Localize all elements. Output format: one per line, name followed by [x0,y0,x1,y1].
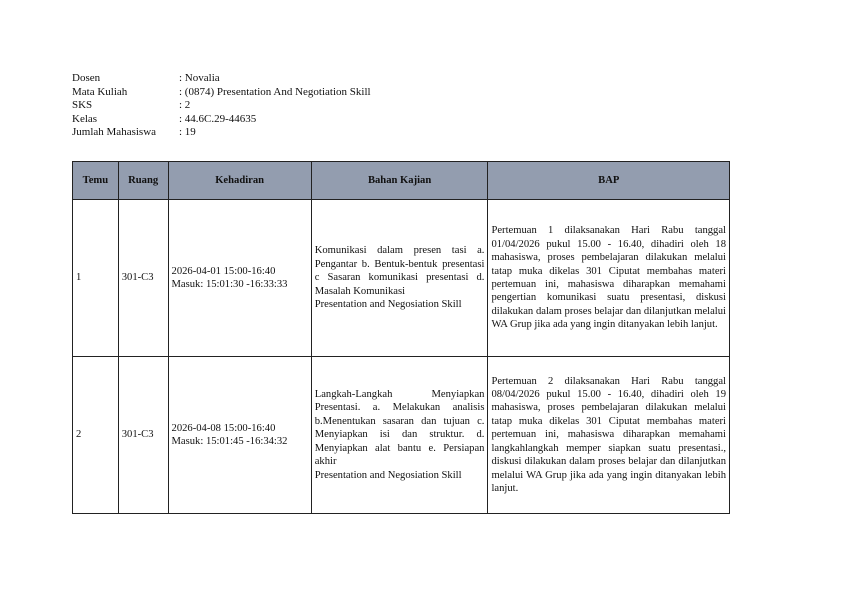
info-value: : 2 [179,99,191,111]
cell-kehadiran [168,200,311,357]
info-value: : 19 [179,126,196,138]
cell-kehadiran [168,357,311,514]
info-label: Kelas [72,112,98,125]
info-row-dosen [72,72,371,86]
table-row [73,357,730,514]
kehadiran-masuk: Masuk: 15:01:45 -16:34:32 [171,436,288,447]
info-row-mata-kuliah [72,86,371,100]
info-label: Jumlah Mahasiswa [72,126,157,138]
info-row-kelas [72,113,371,127]
bahan-kajian-subject: Presentation and Negosiation Skill [314,469,462,481]
table-header-row [73,162,730,200]
cell-bap: Pertemuan 2 dilaksanakan Hari Rabu tanggal 08/04/2026 pukul 15.00 - 16.40, dihadiri oleh 19 mahasiswa, proses pembelajaran dilakukan melalui tatap muka dikelas 301 Ciputat membahas materi pertemuan ini, mahasiswa diharapkan memahami langkahlangkah memper siapkan suatu presentasi., diskusi dilakukan dalam proses belajar dan dilanjutkan melalui WA Grup jika ada yang ingin ditanyakan lebih lanjut. [488,357,730,514]
kehadiran-jadwal: 2026-04-01 15:00-16:40 [171,265,276,277]
bahan-kajian-text: Komunikasi dalam presen tasi a. Pengantar b. Bentuk-bentuk presentasi c Sasaran komunikasi presentasi d. Masalah Komunikasi [314,245,485,297]
info-label: SKS [72,99,93,111]
cell-temu: 2 [73,357,119,514]
info-row-jumlah-mahasiswa [72,126,371,140]
header-kehadiran: Kehadiran [168,162,311,200]
attendance-table [72,161,730,514]
cell-ruang: 301-C3 [118,357,168,514]
info-label: Mata Kuliah [72,85,128,98]
cell-bahan-kajian [311,200,488,357]
header-bap: BAP [488,162,730,200]
info-value: : 44.6C.29-44635 [179,112,257,125]
bahan-kajian-subject: Presentation and Negosiation Skill [314,299,462,311]
cell-ruang: 301-C3 [118,200,168,357]
bahan-kajian-text: Langkah-Langkah Menyiapkan Presentasi. a. Melakukan analisis b.Menentukan sasaran dan tujuan c. Menyiapkan isi dan struktur. d. Menyiapkan alat bantu e. Persiapan akhir [314,389,485,468]
table-row [73,200,730,357]
cell-bahan-kajian [311,357,488,514]
kehadiran-jadwal: 2026-04-08 15:00-16:40 [171,422,276,434]
info-value: : Novalia [179,72,220,84]
cell-temu: 1 [73,200,119,357]
cell-bap: Pertemuan 1 dilaksanakan Hari Rabu tanggal 01/04/2026 pukul 15.00 - 16.40, dihadiri oleh 18 mahasiswa, proses pembelajaran dilakukan melalui tatap muka dikelas 301 Ciputat membahas materi pertemuan ini, mahasiswa diharapkan memahami pengertian komunikasi suatu presentasi, diskusi dilakukan dalam proses belajar dan dilanjutkan melalui WA Grup jika ada yang ingin ditanyakan lebih lanjut. [488,200,730,357]
info-label: Dosen [72,72,101,84]
header-bahan-kajian: Bahan Kajian [311,162,488,200]
header-temu: Temu [73,162,119,200]
info-row-sks [72,99,371,113]
info-value: : (0874) Presentation And Negotiation Skill [179,85,371,98]
kehadiran-masuk: Masuk: 15:01:30 -16:33:33 [171,279,288,290]
header-ruang: Ruang [118,162,168,200]
course-info [72,72,371,140]
